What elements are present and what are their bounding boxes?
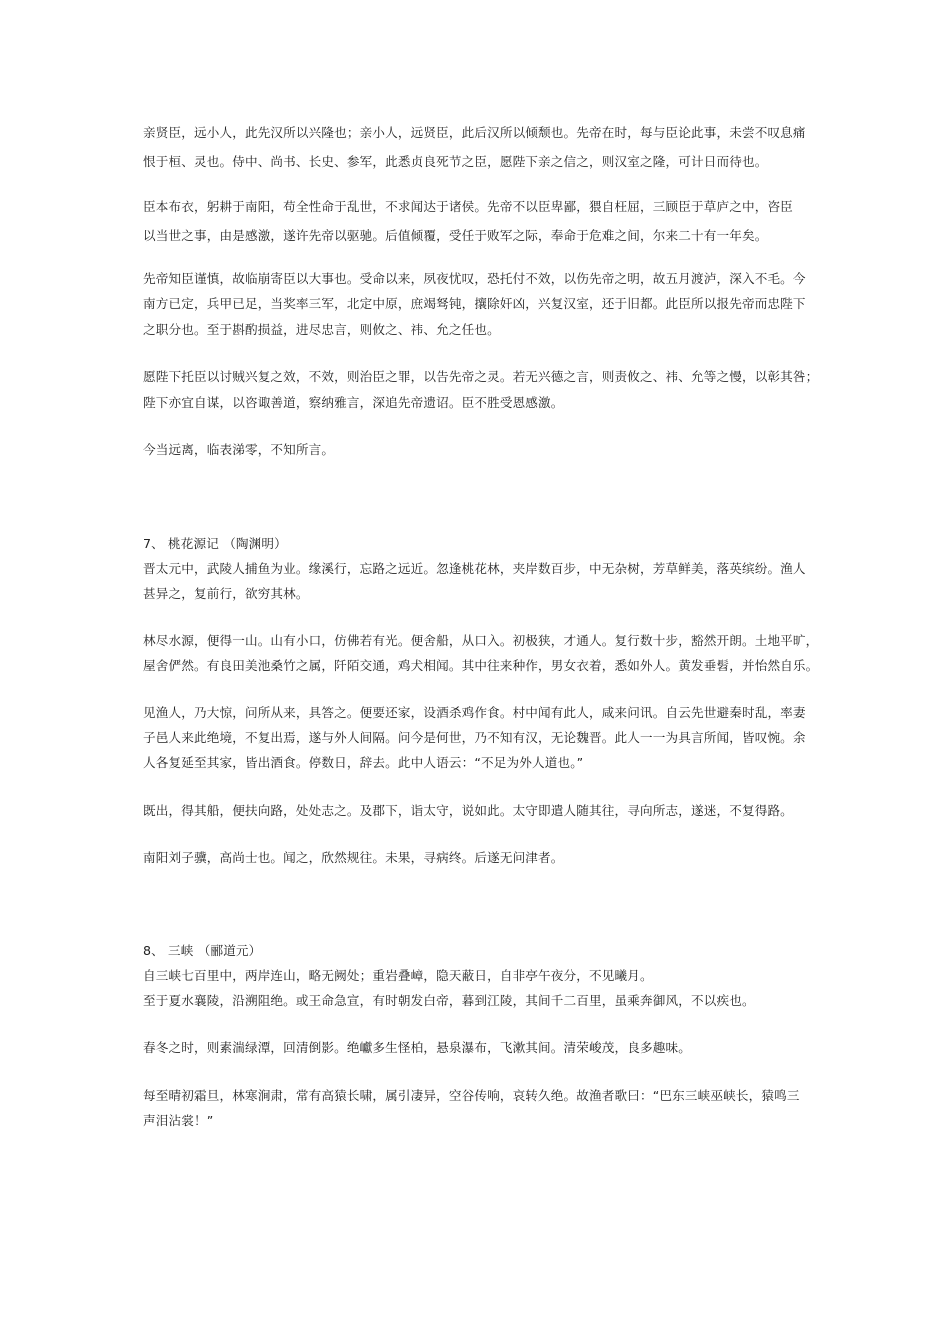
text-line: 先帝知臣谨慎，故临崩寄臣以大事也。受命以来，夙夜忧叹，恐托付不效，以伤先帝之明，故五月渡泸，深入不毛。今 — [143, 271, 806, 286]
text-line: 每至晴初霜旦，林寒涧肃，常有高猿长啸，属引凄异，空谷传响，哀转久绝。故渔者歌曰：“巴东三峡巫峡长，猿鸣三 — [143, 1088, 800, 1103]
section-heading: 7、 桃花源记 （陶渊明） — [143, 536, 287, 551]
text-line: 见渔人，乃大惊，问所从来，具答之。便要还家，设酒杀鸡作食。村中闻有此人，咸来问讯。自云先世避秦时乱，率妻 — [143, 705, 806, 720]
text-line: 愿陛下托臣以讨贼兴复之效，不效，则治臣之罪，以告先帝之灵。若无兴德之言，则责攸之、祎、允等之慢，以彰其咎； — [143, 369, 819, 384]
text-line: 至于夏水襄陵，沿溯阻绝。或王命急宣，有时朝发白帝，暮到江陵，其间千二百里，虽乘奔御风，不以疾也。 — [143, 993, 755, 1008]
text-line: 陛下亦宜自谋，以咨诹善道，察纳雅言，深追先帝遗诏。臣不胜受恩感激。 — [143, 395, 564, 410]
text-line: 甚异之，复前行，欲穷其林。 — [143, 586, 309, 601]
text-line: 子邑人来此绝境，不复出焉，遂与外人间隔。问今是何世，乃不知有汉，无论魏晋。此人一一为具言所闻，皆叹惋。余 — [143, 730, 806, 745]
section-heading: 8、 三峡 （郦道元） — [143, 943, 262, 958]
text-line: 声泪沾裳！” — [143, 1113, 214, 1128]
text-line: 既出，得其船，便扶向路，处处志之。及郡下，诣太守，说如此。太守即遣人随其往，寻向所志，遂迷，不复得路。 — [143, 803, 793, 818]
text-line: 恨于桓、灵也。侍中、尚书、长史、参军，此悉贞良死节之臣，愿陛下亲之信之，则汉室之隆，可计日而待也。 — [143, 154, 768, 169]
text-line: 南阳刘子骥，高尚士也。闻之，欣然规往。未果，寻病终。后遂无问津者。 — [143, 850, 564, 865]
text-line: 亲贤臣，远小人，此先汉所以兴隆也；亲小人，远贤臣，此后汉所以倾颓也。先帝在时，每与臣论此事，未尝不叹息痛 — [143, 125, 806, 140]
text-line: 人各复延至其家，皆出酒食。停数日，辞去。此中人语云：“不足为外人道也。” — [143, 755, 584, 770]
text-line: 以当世之事，由是感激，遂许先帝以驱驰。后值倾覆，受任于败军之际，奉命于危难之间，尔来二十有一年矣。 — [143, 228, 768, 243]
text-line: 林尽水源，便得一山。山有小口，仿佛若有光。便舍船，从口入。初极狭，才通人。复行数十步，豁然开朗。土地平旷， — [143, 633, 819, 648]
text-line: 屋舍俨然。有良田美池桑竹之属，阡陌交通，鸡犬相闻。其中往来种作，男女衣着，悉如外人。黄发垂髫，并怡然自乐。 — [143, 658, 819, 673]
text-line: 自三峡七百里中，两岸连山，略无阙处；重岩叠嶂，隐天蔽日，自非亭午夜分，不见曦月。 — [143, 968, 653, 983]
text-line: 南方已定，兵甲已足，当奖率三军，北定中原，庶竭驽钝，攘除奸凶，兴复汉室，还于旧都。此臣所以报先帝而忠陛下 — [143, 296, 806, 311]
text-line: 臣本布衣，躬耕于南阳，苟全性命于乱世，不求闻达于诸侯。先帝不以臣卑鄙，猥自枉屈，三顾臣于草庐之中，咨臣 — [143, 199, 793, 214]
text-line: 晋太元中，武陵人捕鱼为业。缘溪行，忘路之远近。忽逢桃花林，夹岸数百步，中无杂树，芳草鲜美，落英缤纷。渔人 — [143, 561, 806, 576]
text-line: 之职分也。至于斟酌损益，进尽忠言，则攸之、祎、允之任也。 — [143, 322, 500, 337]
text-line: 春冬之时，则素湍绿潭，回清倒影。绝巘多生怪柏，悬泉瀑布，飞漱其间。清荣峻茂，良多趣味。 — [143, 1040, 691, 1055]
text-line: 今当远离，临表涕零，不知所言。 — [143, 442, 335, 457]
